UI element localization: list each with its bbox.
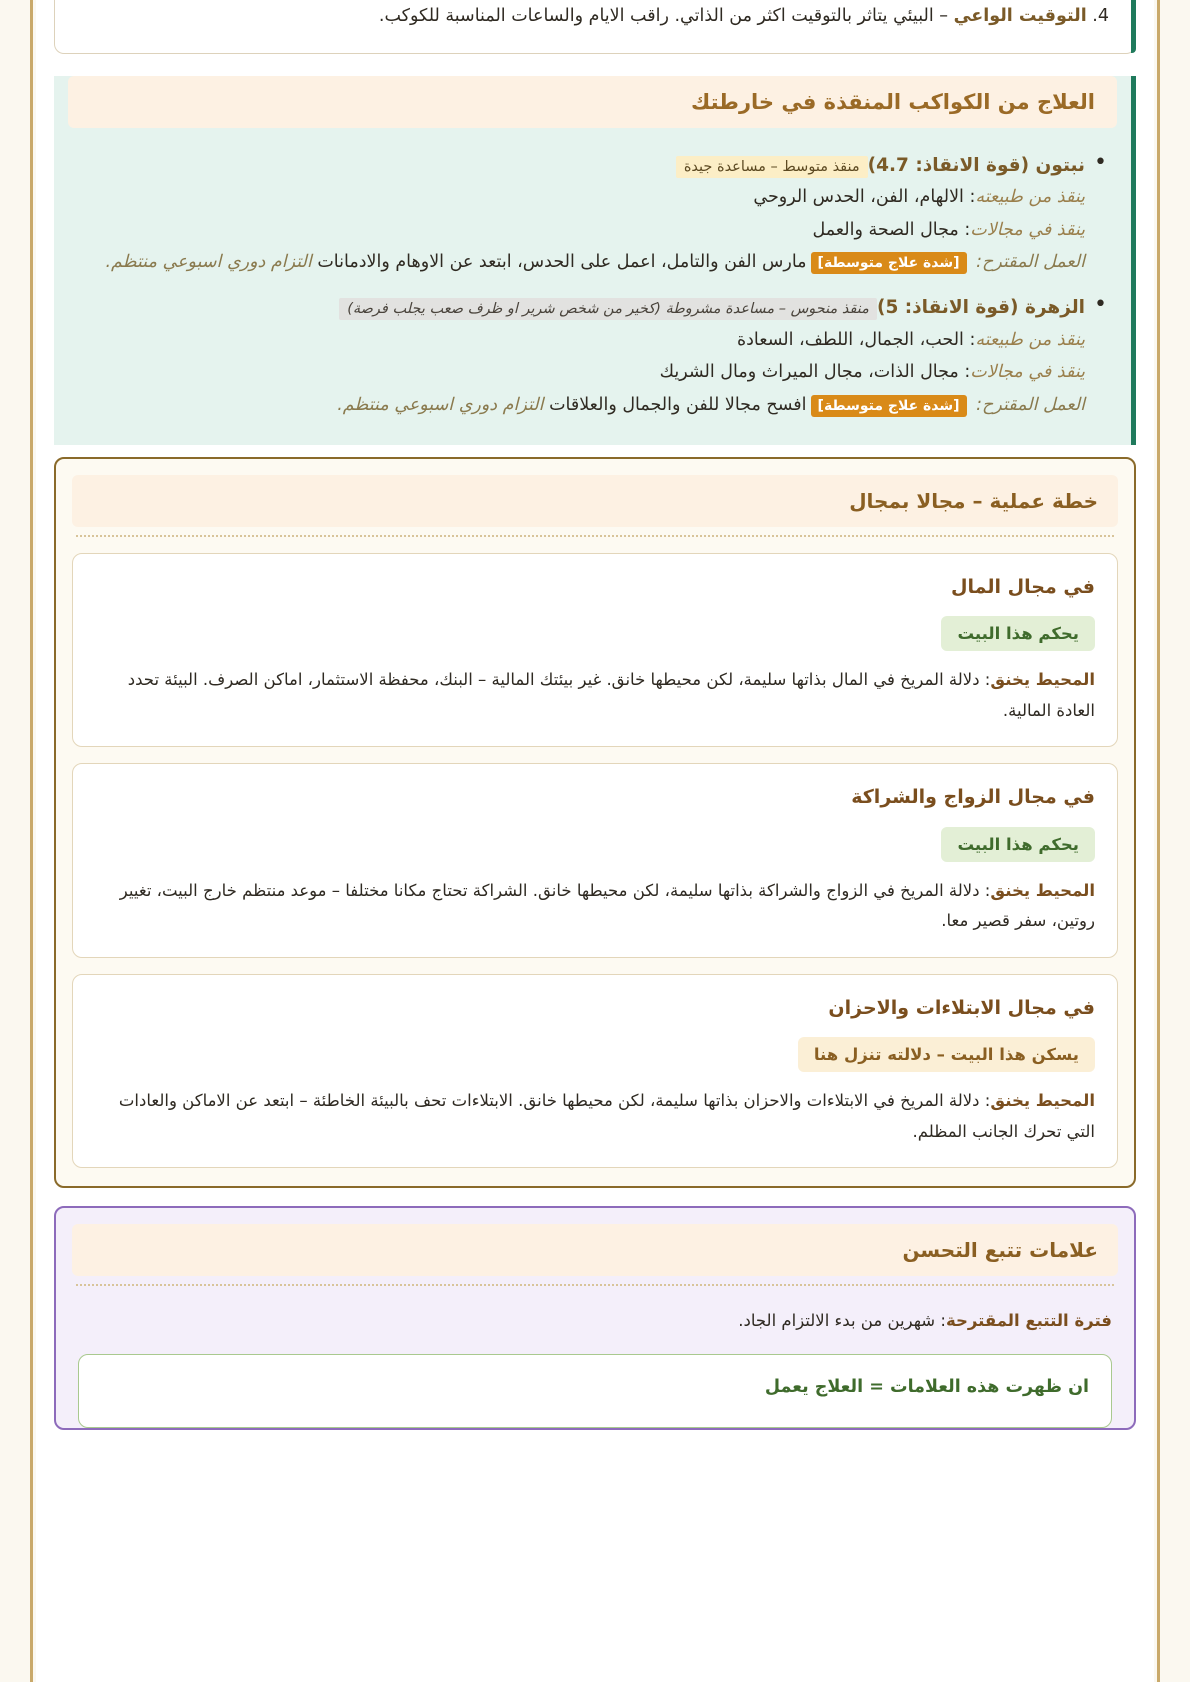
- planet-fields-label: ينقذ في مجالات: [970, 362, 1085, 383]
- planet-nature-label: ينقذ من طبيعته: [975, 187, 1085, 208]
- planet-fields-label: ينقذ في مجالات: [970, 219, 1085, 240]
- domain-body-text: : دلالة المريخ في الزواج والشراكة بذاتها سليمة، لكن محيطها خانق. الشراكة تحتاج مكانا مختلفا – موعد منتظم خارج البيت، تغيير روتين، سفر قصير معا.: [119, 880, 1095, 931]
- domain-title: في مجال المال: [951, 576, 1095, 598]
- planet-item-neptune: [82, 150, 1085, 279]
- planet-nature-line: ينقذ من طبيعته: الالهام، الفن، الحدس الروحي: [753, 187, 1085, 208]
- planet-fields-value: مجال الذات، مجال الميراث ومال الشريك: [659, 362, 959, 383]
- tracking-signs-title: ان ظهرت هذه العلامات = العلاج يعمل: [764, 1376, 1089, 1397]
- tracking-divider: [76, 1284, 1114, 1286]
- domain-body: [95, 665, 1095, 726]
- timing-number: 4.: [1092, 6, 1109, 26]
- domain-status-badge: يسكن هذا البيت – دلالته تنزل هنا: [798, 1037, 1095, 1072]
- planet-action-italic: التزام دوري اسبوعي منتظم.: [105, 252, 312, 273]
- timing-text: – البيئي يتاثر بالتوقيت اكثر من الذاتي. راقب الايام والساعات المناسبة للكوكب.: [378, 6, 949, 26]
- domain-body: [95, 876, 1095, 937]
- domain-body-label: المحيط يخنق: [990, 670, 1095, 690]
- planet-action-label: العمل المقترح: [982, 394, 1085, 415]
- planet-action-line: العمل المقترح: [شدة علاج متوسطة]افسح مجالا للفن والجمال والعلاقات التزام دوري اسبوعي منتظم.: [337, 394, 1085, 415]
- domain-status-badge: يحكم هذا البيت: [941, 616, 1095, 651]
- timing-card: [54, 0, 1136, 54]
- rescue-planets-section: [54, 76, 1136, 445]
- rescue-section-heading: العلاج من الكواكب المنقذة في خارطتك: [68, 76, 1117, 128]
- planet-title-row: [82, 292, 1085, 323]
- domain-status-badge: يحكم هذا البيت: [941, 827, 1095, 862]
- document-content: [36, 0, 1154, 1682]
- planet-nature-value: الحب، الجمال، اللطف، السعادة: [736, 329, 964, 350]
- planet-name-score: الزهرة (قوة الانقاذ: 5): [876, 297, 1085, 319]
- timing-label: التوقيت الواعي: [953, 6, 1087, 26]
- plan-divider: [76, 535, 1114, 537]
- domain-title: في مجال الابتلاءات والاحزان: [828, 996, 1095, 1019]
- planet-fields-line: ينقذ في مجالات: مجال الذات، مجال الميراث ومال الشريك: [659, 362, 1085, 383]
- planet-nature-label: ينقذ من طبيعته: [975, 329, 1085, 350]
- planet-action-text: مارس الفن والتامل، اعمل على الحدس، ابتعد عن الاوهام والادمانات: [317, 252, 807, 273]
- tracking-section-heading: علامات تتبع التحسن: [72, 1224, 1118, 1276]
- domain-card-marriage: [72, 763, 1118, 957]
- planet-strength-tag: منقذ متوسط – مساعدة جيدة: [676, 156, 868, 178]
- planet-action-label: العمل المقترح: [982, 252, 1085, 273]
- planet-intensity-badge: [شدة علاج متوسطة]: [811, 252, 967, 274]
- planet-nature-value: الالهام، الفن، الحدس الروحي: [753, 187, 964, 208]
- tracking-period-label: فترة التتبع المقترحة: [945, 1311, 1112, 1331]
- planet-item-venus: [82, 292, 1085, 421]
- planet-strength-tag: منقذ منحوس – مساعدة مشروطة (كخير من شخص شرير او ظرف صعب يجلب فرصة): [339, 298, 877, 320]
- domain-body: [95, 1086, 1095, 1147]
- planet-action-text: افسح مجالا للفن والجمال والعلاقات: [549, 394, 807, 415]
- domain-card-afflictions: [72, 974, 1118, 1168]
- planet-intensity-badge: [شدة علاج متوسطة]: [811, 395, 967, 417]
- practical-plan-section: [54, 457, 1136, 1188]
- page-rule-right: [1157, 0, 1160, 1682]
- planet-fields-line: ينقذ في مجالات: مجال الصحة والعمل: [812, 219, 1085, 240]
- planet-name-score: نبتون (قوة الانقاذ: 4.7): [867, 154, 1085, 176]
- tracking-period-line: [72, 1306, 1118, 1354]
- tracking-period-text: : شهرين من بدء الالتزام الجاد.: [738, 1311, 946, 1331]
- domain-body-label: المحيط يخنق: [990, 880, 1095, 900]
- domain-body-label: المحيط يخنق: [990, 1091, 1095, 1111]
- planet-title-row: [82, 150, 1085, 181]
- planet-fields-value: مجال الصحة والعمل: [812, 219, 959, 240]
- plan-section-heading: خطة عملية – مجالا بمجال: [72, 475, 1118, 527]
- progress-tracking-section: [54, 1206, 1136, 1430]
- planet-action-line: العمل المقترح: [شدة علاج متوسطة]مارس الفن والتامل، اعمل على الحدس، ابتعد عن الاوهام والادمانات التزام دوري اسبوعي منتظم.: [105, 252, 1085, 273]
- tracking-signs-card: [78, 1354, 1112, 1428]
- timing-line: [81, 0, 1109, 31]
- planet-action-italic: التزام دوري اسبوعي منتظم.: [337, 394, 544, 415]
- rescue-planet-list: [54, 150, 1131, 421]
- domain-body-text: : دلالة المريخ في المال بذاتها سليمة، لكن محيطها خانق. غير بيئتك المالية – البنك، محفظة الاستثمار، اماكن الصرف. البيئة تحدد العادة المالية.: [127, 670, 1095, 720]
- domain-body-text: : دلالة المريخ في الابتلاءات والاحزان بذاتها سليمة، لكن محيطها خانق. الابتلاءات تحف بالبيئة الخاطئة – ابتعد عن الاماكن والعادات التي تحرك الجانب المظلم.: [118, 1091, 1095, 1141]
- page-rule-left: [30, 0, 33, 1682]
- domain-title: في مجال الزواج والشراكة: [851, 786, 1095, 809]
- domain-card-money: [72, 553, 1118, 747]
- planet-nature-line: ينقذ من طبيعته: الحب، الجمال، اللطف، السعادة: [736, 329, 1085, 350]
